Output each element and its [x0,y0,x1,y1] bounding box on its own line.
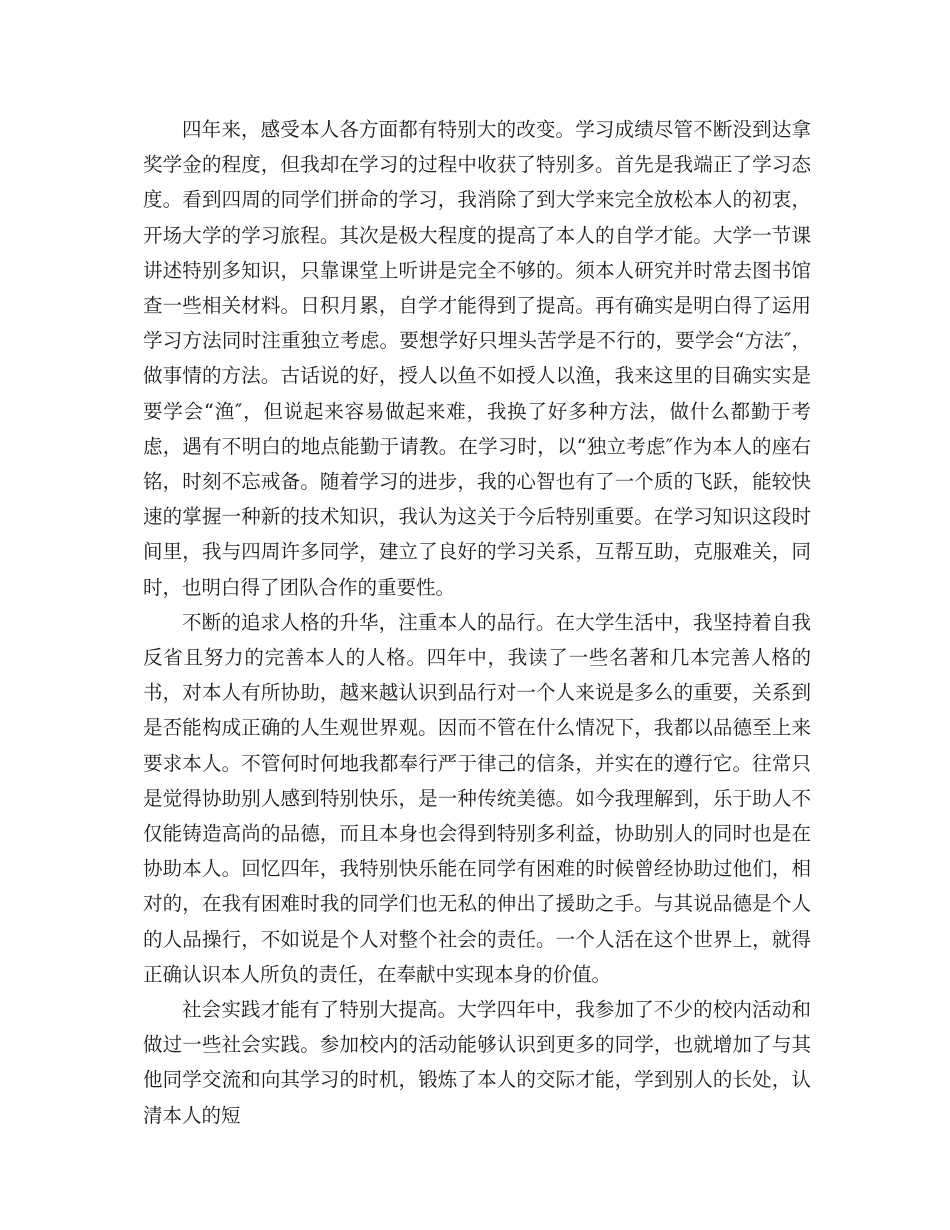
document-page [143,112,811,1133]
paragraph-social-practice: 社会实践才能有了特别大提高。大学四年中，我参加了不少的校内活动和做过一些社会实践。参加校内的活动能够认识到更多的同学，也就增加了与其他同学交流和向其学习的时机，锻炼了本人的交际才能，学到别人的长处，认清本人的短 [143,998,811,1127]
paragraph-character: 不断的追求人格的升华，注重本人的品行。在大学生活中，我坚持着自我反省且努力的完善本人的人格。四年中，我读了一些名著和几本完善人格的书，对本人有所协助，越来越认识到品行对一个人来说是多么的重要，关系到是否能构成正确的人生观世界观。因而不管在什么情况下，我都以品德至上来要求本人。不管何时何地我都奉行严于律己的信条，并实在的遵行它。往常只是觉得协助别人感到特别快乐，是一种传统美德。如今我理解到，乐于助人不仅能铸造高尚的品德，而且本身也会得到特别多利益，协助别人的同时也是在协助本人。回忆四年，我特别快乐能在同学有困难的时候曾经协助过他们，相对的，在我有困难时我的同学们也无私的伸出了援助之手。与其说品德是个人的人品操行，不如说是个人对整个社会的责任。一个人活在这个世界上，就得正确认识本人所负的责任，在奉献中实现本身的价值。 [143,610,811,986]
paragraph-study: 四年来，感受本人各方面都有特别大的改变。学习成绩尽管不断没到达拿奖学金的程度，但我却在学习的过程中收获了特别多。首先是我端正了学习态度。看到四周的同学们拼命的学习，我消除了到大学来完全放松本人的初衷，开场大学的学习旅程。其次是极大程度的提高了本人的自学才能。大学一节课讲述特别多知识，只靠课堂上听讲是完全不够的。须本人研究并时常去图书馆查一些相关材料。日积月累，自学才能得到了提高。再有确实是明白得了运用学习方法同时注重独立考虑。要想学好只埋头苦学是不行的，要学会“方法″，做事情的方法。古话说的好，授人以鱼不如授人以渔，我来这里的目确实实是要学会“渔″，但说起来容易做起来难，我换了好多种方法，做什么都勤于考虑，遇有不明白的地点能勤于请教。在学习时，以“独立考虑″作为本人的座右铭，时刻不忘戒备。随着学习的进步，我的心智也有了一个质的飞跃，能较快速的掌握一种新的技术知识，我认为这关于今后特别重要。在学习知识这段时间里，我与四周许多同学，建立了良好的学习关系，互帮互助，克服难关，同时，也明白得了团队合作的重要性。 [143,118,811,599]
